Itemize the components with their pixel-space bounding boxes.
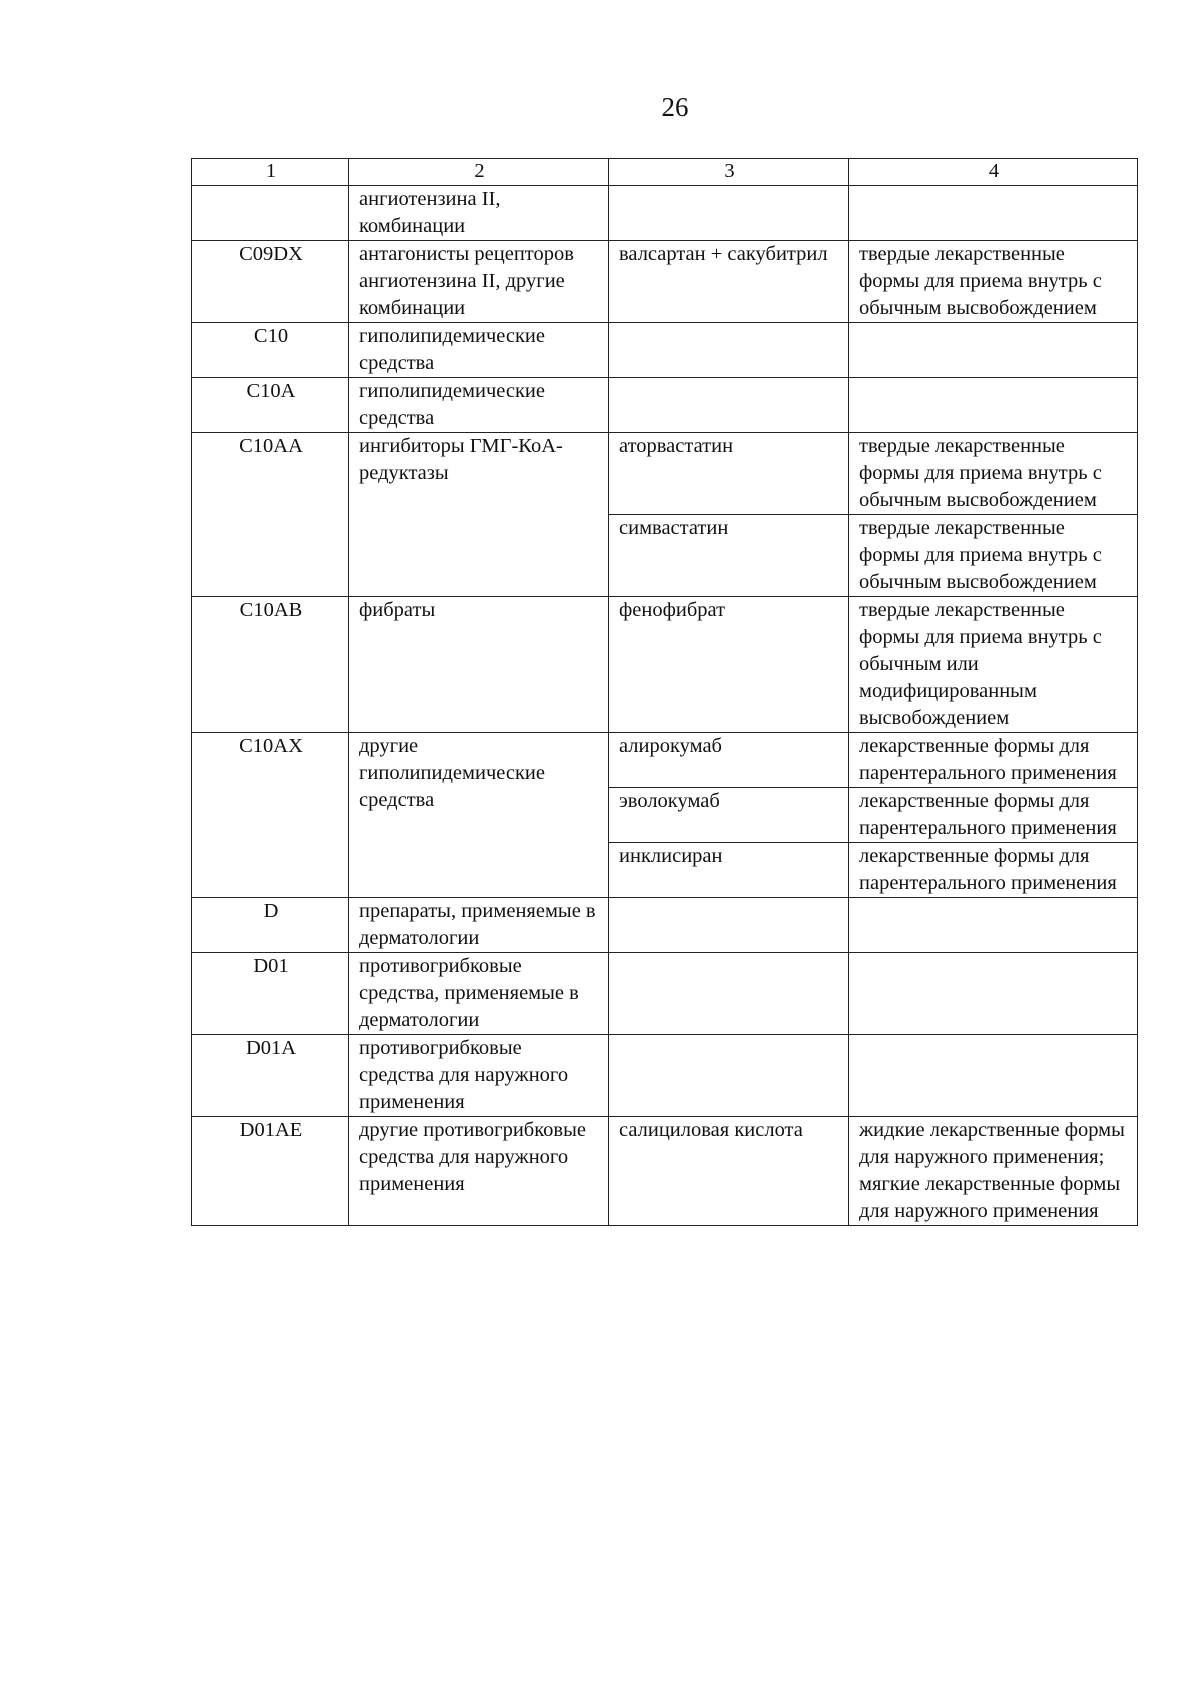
group-name-cell: препараты, применяемые в дерматологии <box>349 898 609 953</box>
table-row <box>192 1035 1138 1117</box>
drug-name-cell: симвастатин <box>609 515 849 597</box>
dosage-form-cell: твердые лекарственные формы для приема внутрь с обычным высвобождением <box>849 515 1138 597</box>
dosage-form-cell: лекарственные формы для парентерального применения <box>849 733 1138 788</box>
drug-name-cell: валсартан + сакубитрил <box>609 241 849 323</box>
dosage-form-cell <box>849 323 1138 378</box>
dosage-form-cell <box>849 378 1138 433</box>
table-row <box>192 953 1138 1035</box>
dosage-form-cell: лекарственные формы для парентерального применения <box>849 843 1138 898</box>
table-row <box>192 898 1138 953</box>
atc-code-cell: D01 <box>192 953 349 1035</box>
dosage-form-cell: твердые лекарственные формы для приема внутрь с обычным или модифицированным высвобождением <box>849 597 1138 733</box>
atc-code-cell: D01A <box>192 1035 349 1117</box>
atc-code-cell: C10A <box>192 378 349 433</box>
atc-code-cell <box>192 186 349 241</box>
drug-name-cell <box>609 898 849 953</box>
table-header-row <box>192 159 1138 186</box>
atc-code-cell: C10 <box>192 323 349 378</box>
group-name-cell: фибраты <box>349 597 609 733</box>
dosage-form-cell: твердые лекарственные формы для приема внутрь с обычным высвобождением <box>849 241 1138 323</box>
table-row <box>192 241 1138 323</box>
dosage-form-cell <box>849 186 1138 241</box>
table-row <box>192 378 1138 433</box>
group-name-cell: другие гиполипидемические средства <box>349 733 609 898</box>
table-row <box>192 186 1138 241</box>
group-name-cell: ангиотензина II, комбинации <box>349 186 609 241</box>
atc-code-cell: D <box>192 898 349 953</box>
drug-name-cell: эволокумаб <box>609 788 849 843</box>
column-header-1: 1 <box>192 159 349 186</box>
dosage-form-cell <box>849 898 1138 953</box>
drug-name-cell: фенофибрат <box>609 597 849 733</box>
group-name-cell: гиполипидемические средства <box>349 323 609 378</box>
drug-name-cell: алирокумаб <box>609 733 849 788</box>
group-name-cell: противогрибковые средства для наружного применения <box>349 1035 609 1117</box>
table-row <box>192 1117 1138 1226</box>
drug-name-cell <box>609 378 849 433</box>
group-name-cell: антагонисты рецепторов ангиотензина II, другие комбинации <box>349 241 609 323</box>
drug-name-cell: аторвастатин <box>609 433 849 515</box>
table-body <box>192 186 1138 1226</box>
group-name-cell: другие противогрибковые средства для наружного применения <box>349 1117 609 1226</box>
atc-code-cell: C10AB <box>192 597 349 733</box>
dosage-form-cell <box>849 953 1138 1035</box>
drug-name-cell <box>609 1035 849 1117</box>
atc-code-cell: C10AA <box>192 433 349 597</box>
atc-code-cell: D01AE <box>192 1117 349 1226</box>
column-header-2: 2 <box>349 159 609 186</box>
table-row <box>192 597 1138 733</box>
dosage-form-cell: лекарственные формы для парентерального применения <box>849 788 1138 843</box>
dosage-form-cell: твердые лекарственные формы для приема внутрь с обычным высвобождением <box>849 433 1138 515</box>
page-number: 26 <box>661 92 689 122</box>
table-row <box>192 733 1138 788</box>
table-row <box>192 323 1138 378</box>
atc-code-cell: C10AX <box>192 733 349 898</box>
drug-name-cell <box>609 186 849 241</box>
dosage-form-cell: жидкие лекарственные формы для наружного применения; мягкие лекарственные формы для наружного применения <box>849 1117 1138 1226</box>
drug-name-cell: салициловая кислота <box>609 1117 849 1226</box>
drug-name-cell <box>609 953 849 1035</box>
atc-code-cell: C09DX <box>192 241 349 323</box>
column-header-3: 3 <box>609 159 849 186</box>
column-header-4: 4 <box>849 159 1138 186</box>
group-name-cell: гиполипидемические средства <box>349 378 609 433</box>
table-row <box>192 433 1138 515</box>
drug-name-cell <box>609 323 849 378</box>
group-name-cell: ингибиторы ГМГ-КоА-редуктазы <box>349 433 609 597</box>
drug-name-cell: инклисиран <box>609 843 849 898</box>
group-name-cell: противогрибковые средства, применяемые в дерматологии <box>349 953 609 1035</box>
drug-classification-table <box>191 158 1138 1226</box>
dosage-form-cell <box>849 1035 1138 1117</box>
